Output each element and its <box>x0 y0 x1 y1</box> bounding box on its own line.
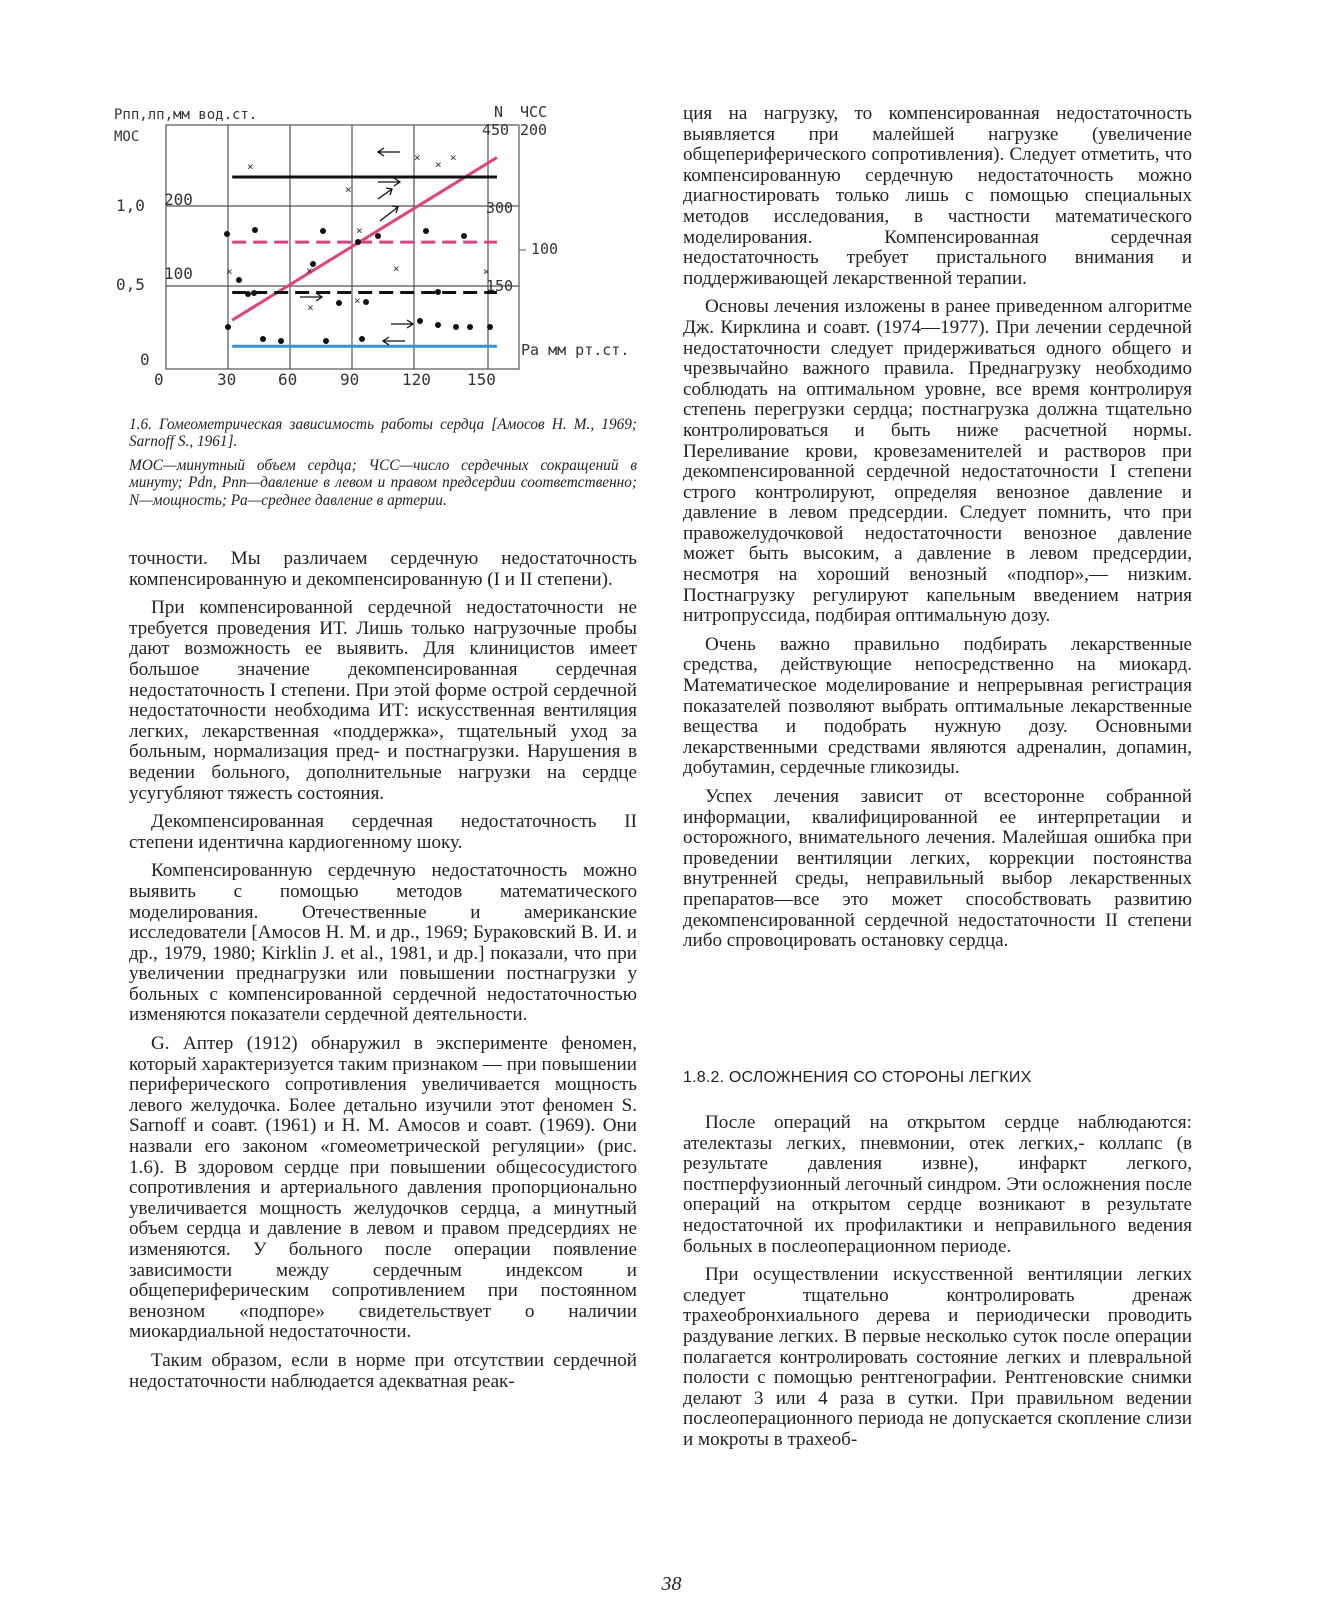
y-axis-title-pressure: Pпп,лп,мм вод.ст. <box>114 107 258 123</box>
data-point <box>461 233 467 239</box>
data-point <box>355 239 361 245</box>
hemodynamics-chart <box>108 103 648 403</box>
paragraph: При осуществлении искусственной вентиляции легких следует тщательно контролировать дренаж трахеобронхиального дерева и периодически проводить раздувание легких. В первые несколько суток после операции полагается контролировать состояние легких и плевральной полости с помощью рентгенографии. Рентгеновские снимки делают 3 или 4 раза в сутки. При правильном ведении послеоперационного периода не допускается скопление слизи и мокроты в трахеоб- <box>683 1264 1192 1450</box>
paragraph: При компенсированной сердечной недостаточности не требуется проведения ИТ. Лишь только нагрузочные пробы дают возможность ее выявить. Для клиницистов имеет большое значение декомпенсированная сердечная недостаточность I степени. При этой форме острой сердечной недостаточности необходима ИТ: искусственная вентиляция легких, лекарственная «поддержка», тщательный уход за больным, нормализация пред- и постнагрузки. Нарушения в ведении больного, дополнительные нагрузки на сердце усугубляют тяжесть состояния. <box>129 597 637 804</box>
right-axis-title-chss: ЧСС <box>520 103 548 121</box>
arrow-right-icon <box>300 293 322 301</box>
data-point <box>336 300 342 306</box>
cross-marker: × <box>345 183 352 196</box>
arrow-left-icon <box>383 337 405 345</box>
data-point <box>252 227 258 233</box>
data-point <box>260 336 266 342</box>
data-point <box>435 322 441 328</box>
paragraph: G. Аптер (1912) обнаружил в эксперименте феномен, который характеризуется таким признаком — при повышении периферического сопротивления увеличивается мощность левого желудочка. Более детально изучили этот феномен S. Sarnoff и соавт. (1961) и Н. М. Амосов и соавт. (1969). Они назвали его законом «гомеометрической регуляции» (рис. 1.6). В здоровом сердце при повышении общесосудистого сопротивления и артериального давления пропорционально увеличивается мощность желудочков сердца, а минутный объем сердца и давление в левом и правом предсердиях не изменяются. У больного после операции появление зависимости между сердечным индексом и общепериферическим сопротивлением при постоянном венозном «подпоре» свидетельствует о наличии миокардиальной недостаточности. <box>129 1033 637 1343</box>
cross-marker: × <box>450 151 457 164</box>
y-tick-label: 200 <box>164 190 193 209</box>
paragraph: Основы лечения изложены в ранее приведенном алгоритме Дж. Кирклина и соавт. (1974—1977). При лечении сердечной недостаточности следует придерживаться одного общего и чрезвычайно важного правила. Преднагрузку необходимо соблюдать на оптимальном уровне, все время контролируя степень перегрузки сердца; постнагрузка должна тщательно контролироваться и быть ниже расчетной нормы. Переливание крови, кровезаменителей и растворов при декомпенсированной сердечной недостаточности I степени строго контролируют, определяя венозное давление и давление в левом предсердии. Следует помнить, что при правожелудочковой недостаточности венозное давление может быть высоким, а давление в левом предсердии, несмотря на хороший венозный «подпор»,— низким. Постнагрузку регулируют капельным введением натрия нитропруссида, подбирая оптимальную дозу. <box>683 296 1192 627</box>
n-tick-label: 450 <box>482 121 510 139</box>
data-point <box>453 324 459 330</box>
paragraph: Очень важно правильно подбирать лекарственные средства, действующие непосредственно на миокард. Математическое моделирование и непрерывная регистрация показателей позволяют выбрать оптимальные лекарственные вещества и подобрать нужную дозу. Основными лекарственными средствами являются адреналин, допамин, добутамин, сердечные гликозиды. <box>683 633 1192 779</box>
data-point <box>323 338 329 344</box>
y-tick-label: 0 <box>140 350 150 369</box>
y-tick-labels <box>116 190 193 369</box>
n-tick-label: 150 <box>486 277 514 295</box>
figure-caption <box>129 416 637 515</box>
right-axis-labels <box>482 103 629 359</box>
paragraph: ция на нагрузку, то компенсированная недостаточность выявляется при малейшей нагрузке (увеличение общепериферического сопротивления). Следует отметить, что компенсированную сердечную недостаточность можно диагностировать только лишь с помощью специальных методов исследования, в частности математического моделирования. Компенсированная сердечная недостаточность требует пристального внимания и поддерживающей лекарственной терапии. <box>683 103 1192 289</box>
right-axis-title-n: N <box>494 103 504 121</box>
left-column <box>129 549 637 1400</box>
data-point <box>487 324 493 330</box>
paragraph: точности. Мы различаем сердечную недостаточность компенсированную и декомпенсированную (I и II степени). <box>129 548 637 590</box>
x-tick-labels <box>154 370 496 389</box>
arrow-diag-icon <box>378 188 392 199</box>
data-point <box>245 291 251 297</box>
arrow-left-icon <box>378 148 400 156</box>
data-point <box>417 318 423 324</box>
y-axis-title <box>114 107 257 145</box>
data-point <box>435 289 441 295</box>
data-point <box>375 233 381 239</box>
data-point <box>467 324 473 330</box>
series-line-N <box>232 158 497 321</box>
cross-marker: × <box>226 265 233 278</box>
y-tick-label: 1,0 <box>116 196 145 215</box>
data-point <box>359 336 365 342</box>
n-tick-label: 300 <box>486 199 514 217</box>
x-tick-label: 60 <box>278 370 298 389</box>
cross-marker: × <box>356 224 363 237</box>
arrow-right-icon <box>378 178 400 186</box>
x-tick-label: 90 <box>340 370 360 389</box>
data-point <box>236 277 242 283</box>
cross-marker: × <box>306 264 313 277</box>
caption-title: 1.6. Гомеометрическая зависимость работы сердца [Амосов Н. М., 1969; Sarnoff S., 1961]. <box>129 416 637 451</box>
chss-tick-label: 200 <box>520 121 548 139</box>
right-column-section <box>683 1113 1192 1459</box>
x-axis-title: Pа мм рт.ст. <box>521 341 630 359</box>
data-point <box>423 228 429 234</box>
cross-marker: × <box>393 262 400 275</box>
cross-marker: × <box>247 160 254 173</box>
chss-tick-label: 100 <box>531 240 559 258</box>
section-heading: 1.8.2. ОСЛОЖНЕНИЯ СО СТОРОНЫ ЛЕГКИХ <box>683 1069 1032 1086</box>
paragraph: Декомпенсированная сердечная недостаточность II степени идентична кардиогенному шоку. <box>129 811 637 853</box>
y-axis-title-mos: МОС <box>114 129 140 145</box>
cross-marker: × <box>354 294 361 307</box>
paragraph: Таким образом, если в норме при отсутствии сердечной недостаточности наблюдается адекватная реак- <box>129 1349 637 1392</box>
right-column <box>683 104 1192 960</box>
cross-marker: × <box>435 158 442 171</box>
data-point <box>224 231 230 237</box>
data-point <box>225 324 231 330</box>
paragraph: После операций на открытом сердце наблюдаются: ателектазы легких, пневмонии, отек легких,- коллапс (в результате давления извне), инфаркт легкого, постперфузионный легочный синдром. Эти осложнения после операций на открытом сердце возникают в результате недостаточной их профилактики и неправильного ведения больных в послеоперационном периоде. <box>683 1112 1192 1257</box>
data-point <box>320 228 326 234</box>
cross-marker: × <box>483 265 490 278</box>
arrow-right-icon <box>391 320 413 328</box>
series-layer <box>232 158 497 347</box>
data-markers <box>224 151 493 344</box>
page-number: 38 <box>661 1573 682 1595</box>
cross-marker: × <box>414 151 421 164</box>
data-point <box>363 299 369 305</box>
paragraph: Успех лечения зависит от всесторонне собранной информации, квалифицированной ее интерпретации и осторожного, внимательного лечения. Малейшая ошибка при проведении вентиляции легких, коррекции постоянства внутренней среды, неправильный выбор лекарственных препаратов—все это может способствовать развитию декомпенсированной сердечной недостаточности II степени либо спровоцировать остановку сердца. <box>683 786 1192 952</box>
y-tick-label: 100 <box>164 264 193 283</box>
paragraph: Компенсированную сердечную недостаточность можно выявить с помощью методов математического моделирования. Отечественные и американские исследователи [Амосов Н. М. и др., 1969; Бураковский В. И. и др., 1979, 1980; Kirklin J. et al., 1981, и др.] показали, что при увеличении преднагрузки или повышении постнагрузки у больных с компенсированной сердечной недостаточностью изменяются показатели сердечной деятельности. <box>129 860 637 1026</box>
data-point <box>251 290 257 296</box>
data-point <box>278 338 284 344</box>
x-tick-label: 30 <box>217 370 237 389</box>
x-tick-label: 150 <box>467 370 496 389</box>
x-tick-label: 120 <box>402 370 431 389</box>
caption-legend: МОС—минутный объем сердца; ЧСС—число сердечных сокращений в минуту; Рdп, Рпп—давление в левом и правом предсердии соответственно; N—мощность; Pа—среднее давление в артерии. <box>129 456 637 509</box>
cross-marker: × <box>307 301 314 314</box>
chart-grid <box>166 125 519 369</box>
x-tick-label: 0 <box>154 370 164 389</box>
y-tick-label: 0,5 <box>116 275 145 294</box>
